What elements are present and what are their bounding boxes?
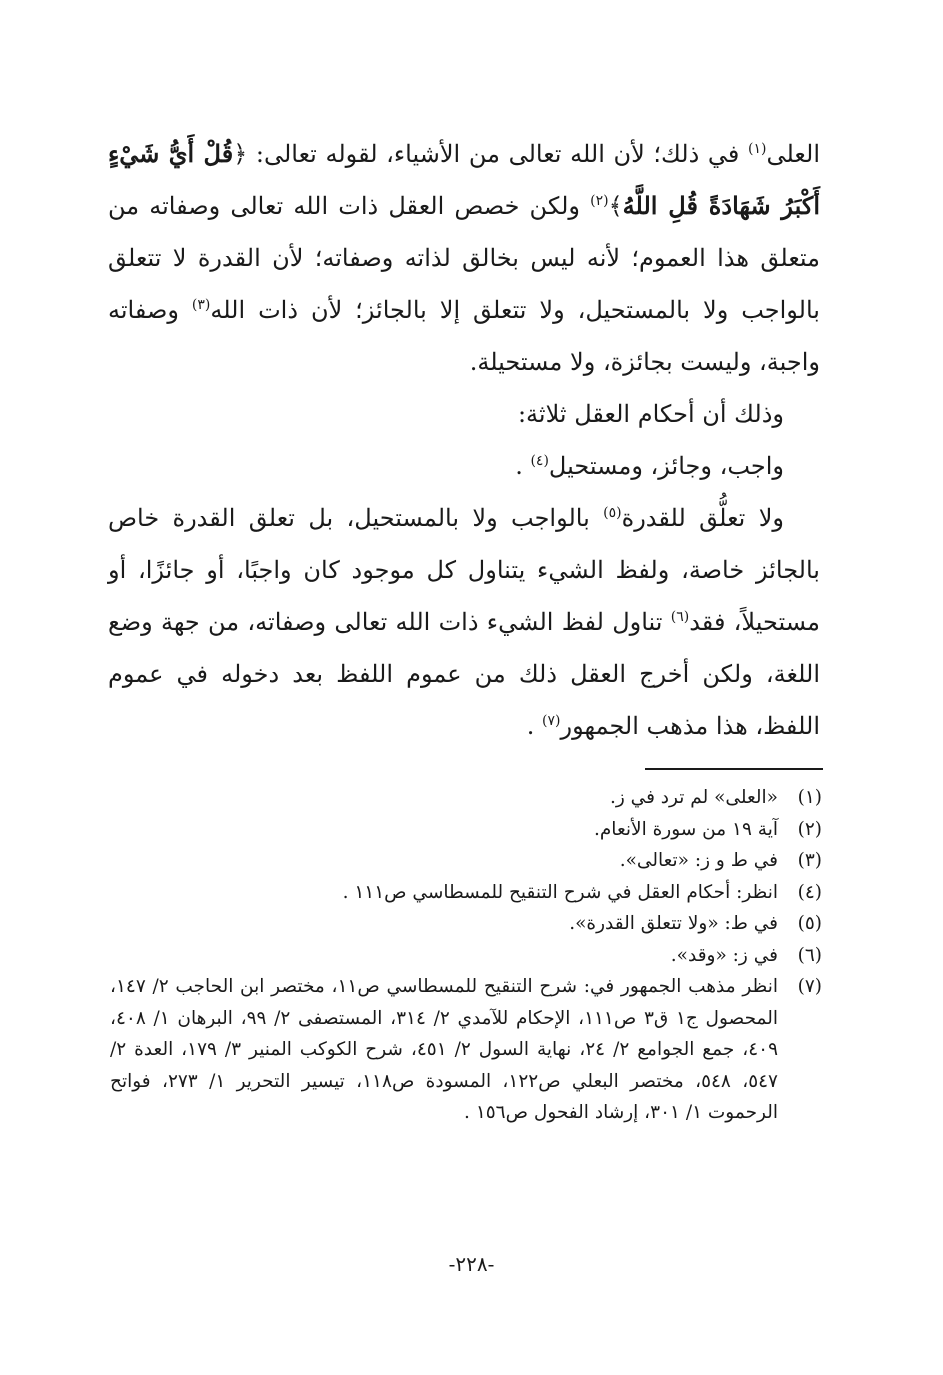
quran-open-bracket: ﴿ — [233, 140, 248, 168]
footnote-text: انظر: أحكام العقل في شرح التنقيح للمسطاسي ص١١١ . — [342, 881, 778, 903]
paragraph-4: ولا تعلُّق للقدرة$^{(٥)}$ بالواجب ولا بالمستحيل، بل تعلق القدرة خاص بالجائز خاصة، ولفظ الشيء يتناول كل موجود كان واجبًا، أو جائزًا، أو مستحيلاً، فقد$^{(٦)}$ تناول لفظ الشيء ذات الله تعالى وصفاته، من جهة وضع اللغة، ولكن أخرج العقل ذلك من عموم اللفظ بعد دخوله في عموم اللفظ، هذا مذهب الجمهور$^{(٧)}$ . — [108, 504, 820, 740]
footnote-number: (٤) — [797, 881, 822, 903]
footnote-ref-4: (٤) — [530, 453, 549, 469]
paragraph-1: العلى$^{(١)}$ في ذلك؛ لأن الله تعالى من الأشياء، لقوله تعالى: ﴿قُلْ أَيُّ شَيْءٍ أَكْبَرُ شَهَادَةً قُلِ اللَّهُ﴾$^{(٢)}$ ولكن خصص العقل ذات الله تعالى وصفاته من متعلق هذا العموم؛ لأنه ليس بخالق لذاته وصفاته؛ لأن القدرة لا تتعلق بالواجب ولا بالمستحيل، ولا تتعلق إلا بالجائز؛ لأن ذات الله$^{(٣)}$ وصفاته واجبة، وليست بجائزة، ولا مستحيلة. — [108, 139, 820, 376]
footnote-number: (٥) — [797, 913, 822, 934]
footnote-number: (٢) — [797, 818, 822, 840]
footnote-text: في ط: «ولا تتعلق القدرة». — [569, 913, 778, 934]
footnote-text: انظر مذهب الجمهور في: شرح التنقيح للمسطاسي ص١١، مختصر ابن الحاجب ٢/ ١٤٧، المحصول ج١ ق٣ ص١١١، الإحكام للآمدي ٢/ ٣١٤، المستصفى ٢/ ٩٩، البرهان ١/ ٤٠٨، ٤٠٩، جمع الجوامع ٢/ ٢٤، نهاية السول ٢/ ٤٥١، شرح الكوكب المنير ٣/ ١٧٩، العدة ٢/ ٥٤٧، ٥٤٨، مختصر البعلي ص١٢٢، المسودة ص١١٨، تيسير التحرير ١/ ٢٧٣، فواتح الرحموت ١/ ٣٠١، إرشاد الفحول ص١٥٦ . — [110, 976, 779, 1123]
footnote-text: في ز: «وقد». — [670, 944, 778, 966]
paragraph-3: واجب، وجائز، ومستحيل$^{(٤)}$ . — [515, 452, 784, 480]
footnote-4 — [110, 877, 822, 909]
footnote-number: (١) — [797, 787, 822, 808]
footnote-number: (٦) — [797, 944, 822, 966]
footnote-text: آية ١٩ من سورة الأنعام. — [593, 818, 778, 840]
footnote-ref-1: (١) — [748, 141, 767, 157]
footnote-text: في ط و ز: «تعالى». — [619, 850, 778, 871]
page-number: -٢٢٨- — [448, 1252, 495, 1276]
footnote-ref-2: (٢) — [590, 193, 609, 209]
footnote-number: (٧) — [797, 976, 822, 997]
footnote-7 — [110, 971, 822, 1129]
quran-verse: قُلْ أَيُّ شَيْءٍ أَكْبَرُ شَهَادَةً قُلِ اللَّهُ — [108, 139, 820, 220]
footnote-ref-6: (٦) — [670, 609, 690, 625]
footnote-number: (٣) — [797, 850, 822, 871]
footnote-1 — [110, 782, 822, 814]
footnote-5 — [110, 908, 822, 940]
main-text-body — [108, 128, 820, 752]
footnotes-section — [110, 782, 822, 1129]
footnote-3 — [110, 845, 822, 877]
paragraph-2: وذلك أن أحكام العقل ثلاثة: — [517, 400, 784, 428]
footnote-ref-5: (٥) — [603, 505, 622, 521]
quran-close-bracket: ﴾ — [608, 192, 623, 220]
footnote-2 — [110, 814, 822, 846]
footnote-text: «العلى» لم ترد في ز. — [609, 787, 778, 808]
footnote-separator-rule — [645, 768, 823, 770]
footnote-ref-3: (٣) — [191, 297, 211, 313]
footnote-ref-7: (٧) — [542, 713, 561, 729]
footnote-6 — [110, 940, 822, 972]
